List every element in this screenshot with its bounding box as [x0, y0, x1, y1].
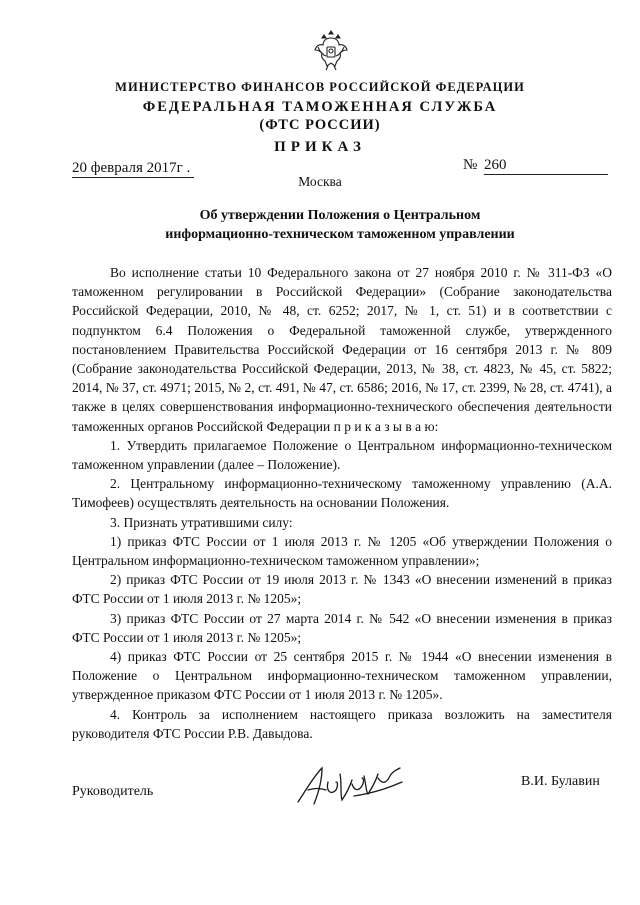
order-date: 20 февраля 2017г .: [72, 160, 194, 178]
preamble-paragraph: Во исполнение статьи 10 Федерального закона от 27 ноября 2010 г. № 311-ФЗ «О таможенном регулировании в Российской Федерации» (Собрание законодательства Российской Федерации, 2010, № 48, ст. 6252; 2017, № 1, ст. 51) и в соответствии с подпунктом 6.4 Положения о Федеральной таможенной службе, утвержденного постановлением Правительства Российской Федерации от 16 сентября 2013 г. № 809 (Собрание законодательства Российской Федерации, 2013, № 38, ст. 4823, № 45, ст. 5822; 2014, № 37, ст. 4971; 2015, № 2, ст. 491, № 47, ст. 6586; 2016, № 17, ст. 2399, № 28, ст. 4741), а также в целях совершенствования информационно-технического обеспечения деятельности таможенных органов Российской Федерации п р и к а з ы в а ю:: [72, 265, 612, 434]
clause-paragraph: 3. Признать утратившими силу:: [110, 514, 293, 530]
clause-subitem: 4) приказ ФТС России от 25 сентября 2015 г. № 1944 «О внесении изменения в Положение о Центральном информационно-техническом таможенном управлении, утвержденное приказом ФТС России от 1 июля 2013 г. № 1205».: [72, 649, 612, 703]
clause-paragraph: 1. Утвердить прилагаемое Положение о Центральном информационно-техническом таможенном управлении (далее – Положение).: [72, 437, 612, 473]
order-number: 260: [484, 157, 608, 175]
service-abbreviation: (ФТС РОССИИ): [259, 117, 381, 133]
clause-subitem: 1) приказ ФТС России от 1 июля 2013 г. № 1205 «Об утверждении Положения о Центральном информационно-техническом таможенном управлении»;: [72, 533, 612, 569]
order-subject: [120, 206, 560, 244]
signer-role: Руководитель: [72, 784, 154, 799]
service-name: ФЕДЕРАЛЬНАЯ ТАМОЖЕННАЯ СЛУЖБА: [142, 99, 498, 115]
ministry-name: МИНИСТЕРСТВО ФИНАНСОВ РОССИЙСКОЙ ФЕДЕРАЦИИ: [115, 80, 525, 94]
order-city: Москва: [298, 174, 342, 189]
order-number-label: №: [463, 157, 478, 173]
subject-line: информационно-техническом таможенном управлении: [165, 227, 515, 242]
clause-paragraph: 2. Центральному информационно-техническому таможенному управлению (А.А. Тимофеев) осуществлять деятельность на основании Положения.: [72, 476, 612, 511]
clause-paragraph: 4. Контроль за исполнением настоящего приказа возложить на заместителя руководителя ФТС России Р.В. Давыдова.: [72, 706, 612, 741]
clause-subitem: 3) приказ ФТС России от 27 марта 2014 г. № 542 «О внесении изменения в приказ ФТС России от 1 июля 2013 г. № 1205»;: [72, 610, 612, 645]
subject-line: Об утверждении Положения о Центральном: [199, 208, 481, 223]
signature-image: [292, 760, 412, 810]
document-type: ПРИКАЗ: [274, 139, 366, 155]
signer-name: В.И. Булавин: [521, 774, 600, 789]
clause-subitem: 2) приказ ФТС России от 19 июля 2013 г. № 1343 «О внесении изменений в приказ ФТС России от 1 июля 2013 г. № 1205»;: [72, 572, 612, 607]
order-body: [72, 263, 612, 743]
state-emblem-icon: [314, 28, 348, 72]
